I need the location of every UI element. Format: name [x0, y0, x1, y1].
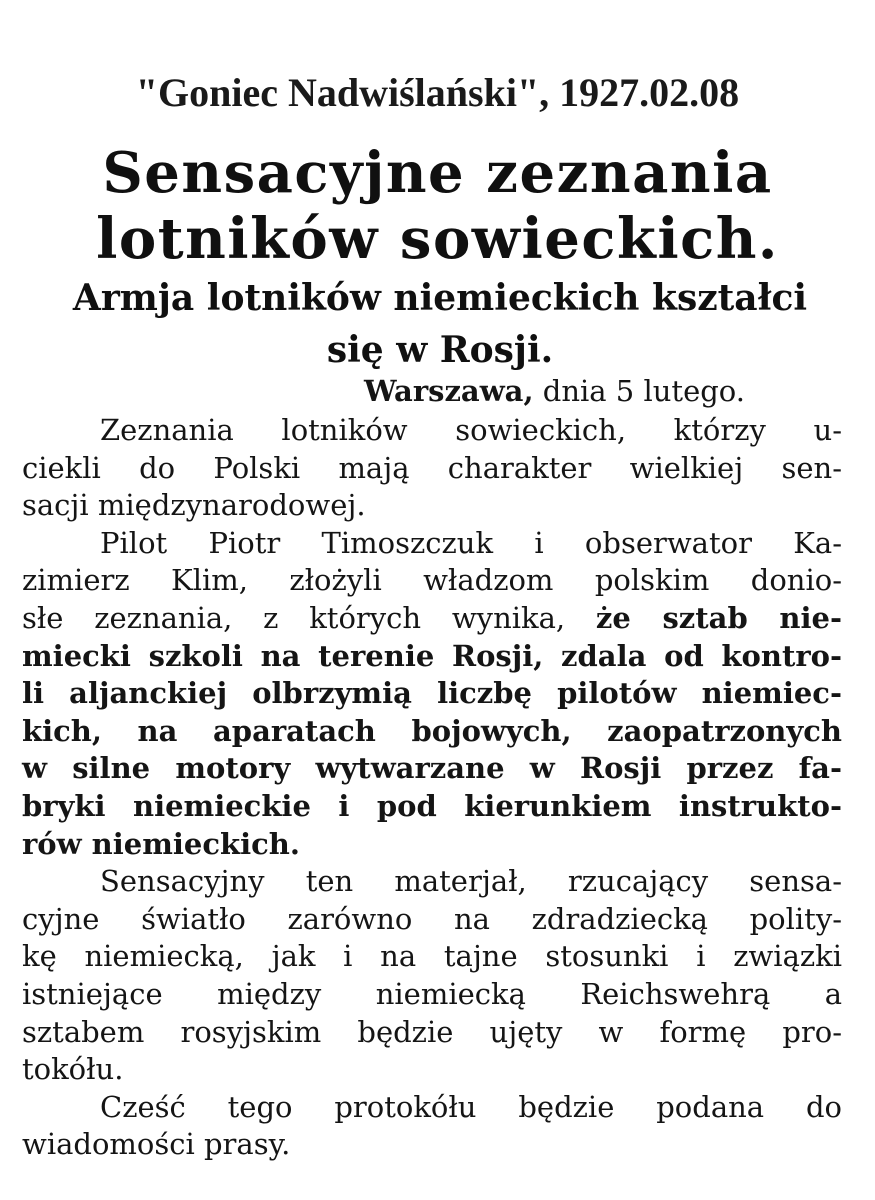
article-body — [22, 412, 842, 1164]
article-line — [22, 487, 842, 525]
article-line-text: kę niemiecką, jak i na tajne stosunki i związki — [22, 939, 842, 974]
article-line-bold-text: miecki szkoli na terenie Rosji, zdala od kontro- — [22, 638, 842, 673]
article-paragraph — [22, 412, 842, 525]
article-line — [22, 412, 842, 450]
article-line — [22, 675, 842, 713]
article-line — [22, 901, 842, 939]
article-line — [22, 600, 842, 638]
headline — [40, 140, 835, 272]
article-line-bold-text: li aljanckiej olbrzymią liczbę pilotów niemiec- — [22, 676, 842, 711]
article-paragraph — [22, 525, 842, 863]
article-line — [22, 938, 842, 976]
headline-line: lotników sowieckich. — [96, 206, 779, 272]
article-line-text: istniejące między niemiecką Reichswehrą a — [22, 976, 842, 1011]
subheadline — [40, 272, 840, 376]
article-line — [22, 863, 842, 901]
article-paragraph — [22, 1089, 842, 1164]
article-line — [22, 525, 842, 563]
dateline — [364, 372, 745, 410]
article-line — [22, 1014, 842, 1052]
article-line-text: sztabem rosyjskim będzie ujęty w formę pro- — [22, 1014, 842, 1049]
article-line-text: słe zeznania, z których wynika, — [22, 600, 596, 635]
article-line-text: Pilot Piotr Timoszczuk i obserwator Ka- — [100, 525, 842, 560]
article-line — [22, 1051, 842, 1089]
article-line — [22, 750, 842, 788]
article-line-text: tokółu. — [22, 1052, 124, 1087]
subheadline-line: się w Rosji. — [326, 329, 554, 371]
article-paragraph — [22, 863, 842, 1089]
dateline-date: dnia 5 lutego. — [542, 374, 745, 408]
dateline-place: Warszawa, — [364, 374, 534, 408]
article-line — [22, 450, 842, 488]
article-line — [22, 638, 842, 676]
article-line — [22, 976, 842, 1014]
article-line-text: wiadomości prasy. — [22, 1127, 291, 1162]
article-line-text: Zeznania lotników sowieckich, którzy u- — [100, 413, 842, 447]
article-line — [22, 1126, 842, 1164]
article-line-bold-text: że sztab nie- — [595, 600, 842, 635]
article-line-bold-text: rów niemieckich. — [22, 826, 300, 861]
subheadline-line: Armja lotników niemieckich kształci — [72, 277, 808, 319]
source-citation: "Goniec Nadwiślański", 1927.02.08 — [135, 70, 740, 115]
article-line-text: Cześć tego protokółu będzie podana do — [100, 1089, 842, 1124]
article-line-text: ciekli do Polski mają charakter wielkiej sen- — [22, 450, 842, 485]
article-line — [22, 788, 842, 826]
article-line-text: zimierz Klim, złożyli władzom polskim donio- — [22, 563, 842, 598]
article-line — [22, 562, 842, 600]
article-line-bold-text: kich, na aparatach bojowych, zaopatrzonych — [22, 713, 842, 748]
article-line-text: sacji międzynarodowej. — [22, 488, 366, 523]
article-line — [22, 1089, 842, 1127]
article-line-text: cyjne światło zarówno na zdradziecką polity- — [22, 901, 842, 936]
article-line-bold-text: w silne motory wytwarzane w Rosji przez fa- — [22, 751, 842, 786]
article-line — [22, 713, 842, 751]
headline-line: Sensacyjne zeznania — [102, 140, 773, 206]
article-line-bold-text: bryki niemieckie i pod kierunkiem instrukto- — [22, 788, 842, 823]
article-line — [22, 826, 842, 864]
article-line-text: Sensacyjny ten materjał, rzucający sensa- — [100, 864, 842, 899]
